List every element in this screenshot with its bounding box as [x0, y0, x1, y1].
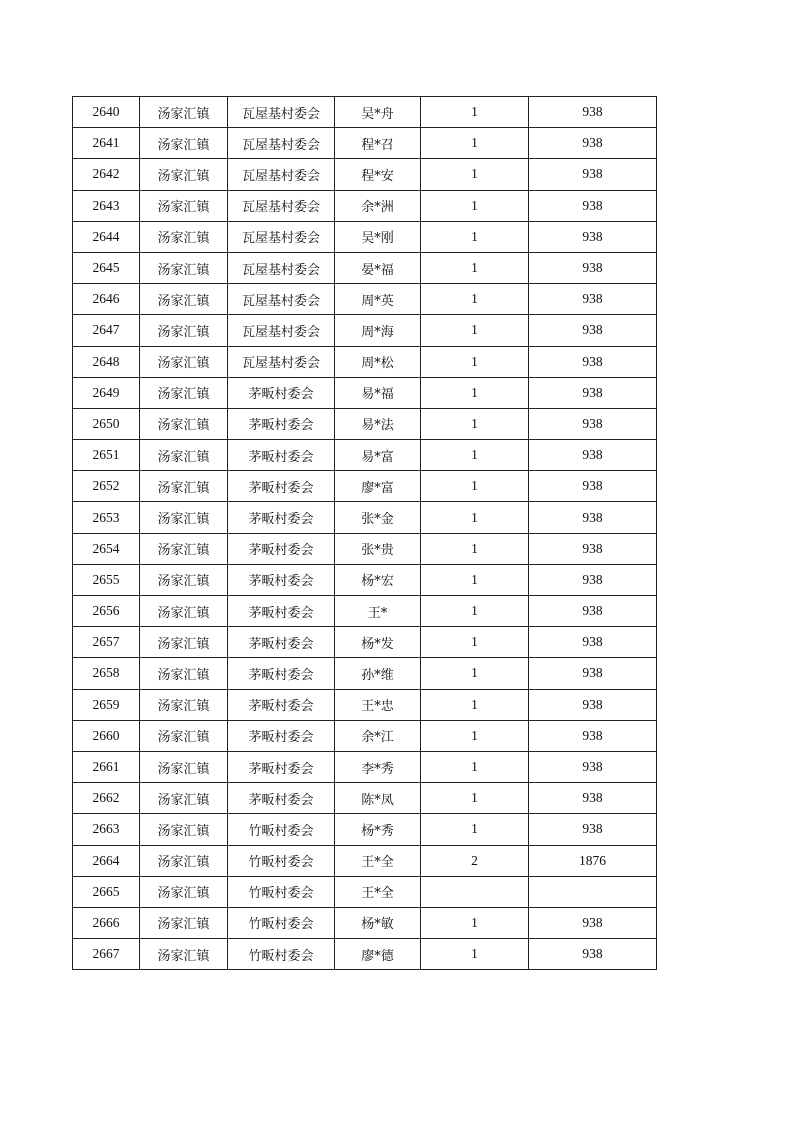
cell-number: 2641	[73, 128, 140, 159]
cell-amount: 938	[529, 939, 657, 970]
cell-name: 余*江	[335, 720, 421, 751]
table-row	[73, 440, 657, 471]
cell-count: 2	[421, 845, 529, 876]
table-row	[73, 533, 657, 564]
cell-amount: 938	[529, 720, 657, 751]
cell-count: 1	[421, 97, 529, 128]
cell-name: 晏*福	[335, 252, 421, 283]
cell-village: 茅畈村委会	[228, 658, 335, 689]
cell-count: 1	[421, 564, 529, 595]
cell-name: 张*金	[335, 502, 421, 533]
cell-number: 2665	[73, 876, 140, 907]
cell-number: 2653	[73, 502, 140, 533]
cell-amount: 938	[529, 471, 657, 502]
cell-name: 杨*秀	[335, 814, 421, 845]
cell-amount: 938	[529, 596, 657, 627]
cell-town: 汤家汇镇	[140, 564, 228, 595]
table-row	[73, 939, 657, 970]
cell-count: 1	[421, 502, 529, 533]
table-row	[73, 252, 657, 283]
table-row	[73, 159, 657, 190]
cell-village: 茅畈村委会	[228, 408, 335, 439]
cell-town: 汤家汇镇	[140, 502, 228, 533]
cell-amount: 938	[529, 751, 657, 782]
cell-town: 汤家汇镇	[140, 159, 228, 190]
cell-name: 廖*富	[335, 471, 421, 502]
cell-name: 吴*刚	[335, 221, 421, 252]
cell-amount: 938	[529, 907, 657, 938]
cell-count	[421, 876, 529, 907]
cell-number: 2649	[73, 377, 140, 408]
cell-name: 易*福	[335, 377, 421, 408]
table-row	[73, 596, 657, 627]
cell-village: 茅畈村委会	[228, 533, 335, 564]
cell-count: 1	[421, 377, 529, 408]
cell-name: 杨*发	[335, 627, 421, 658]
cell-number: 2656	[73, 596, 140, 627]
cell-village: 瓦屋基村委会	[228, 346, 335, 377]
cell-village: 茅畈村委会	[228, 720, 335, 751]
cell-name: 周*松	[335, 346, 421, 377]
cell-village: 瓦屋基村委会	[228, 190, 335, 221]
cell-village: 竹畈村委会	[228, 907, 335, 938]
cell-number: 2644	[73, 221, 140, 252]
cell-town: 汤家汇镇	[140, 252, 228, 283]
cell-number: 2642	[73, 159, 140, 190]
table-row	[73, 346, 657, 377]
cell-count: 1	[421, 252, 529, 283]
cell-count: 1	[421, 284, 529, 315]
cell-count: 1	[421, 440, 529, 471]
cell-village: 茅畈村委会	[228, 377, 335, 408]
cell-name: 周*海	[335, 315, 421, 346]
cell-town: 汤家汇镇	[140, 751, 228, 782]
cell-town: 汤家汇镇	[140, 221, 228, 252]
cell-village: 茅畈村委会	[228, 440, 335, 471]
cell-town: 汤家汇镇	[140, 627, 228, 658]
table-row	[73, 564, 657, 595]
cell-town: 汤家汇镇	[140, 533, 228, 564]
cell-town: 汤家汇镇	[140, 907, 228, 938]
cell-village: 茅畈村委会	[228, 783, 335, 814]
cell-town: 汤家汇镇	[140, 284, 228, 315]
cell-count: 1	[421, 596, 529, 627]
cell-town: 汤家汇镇	[140, 720, 228, 751]
cell-village: 茅畈村委会	[228, 564, 335, 595]
cell-number: 2647	[73, 315, 140, 346]
cell-town: 汤家汇镇	[140, 783, 228, 814]
cell-count: 1	[421, 221, 529, 252]
cell-count: 1	[421, 346, 529, 377]
cell-amount: 938	[529, 252, 657, 283]
cell-name: 杨*敏	[335, 907, 421, 938]
cell-name: 余*洲	[335, 190, 421, 221]
cell-amount: 938	[529, 97, 657, 128]
cell-count: 1	[421, 190, 529, 221]
table-row	[73, 315, 657, 346]
table-row	[73, 845, 657, 876]
cell-amount: 938	[529, 440, 657, 471]
cell-amount: 938	[529, 502, 657, 533]
table-row	[73, 377, 657, 408]
cell-number: 2643	[73, 190, 140, 221]
cell-count: 1	[421, 627, 529, 658]
cell-town: 汤家汇镇	[140, 658, 228, 689]
cell-town: 汤家汇镇	[140, 408, 228, 439]
cell-name: 李*秀	[335, 751, 421, 782]
cell-amount: 938	[529, 377, 657, 408]
cell-number: 2667	[73, 939, 140, 970]
cell-town: 汤家汇镇	[140, 377, 228, 408]
cell-amount: 938	[529, 159, 657, 190]
table-row	[73, 627, 657, 658]
cell-number: 2650	[73, 408, 140, 439]
cell-village: 瓦屋基村委会	[228, 159, 335, 190]
cell-count: 1	[421, 408, 529, 439]
cell-number: 2651	[73, 440, 140, 471]
cell-name: 程*安	[335, 159, 421, 190]
cell-village: 茅畈村委会	[228, 596, 335, 627]
table-row	[73, 876, 657, 907]
cell-amount: 1876	[529, 845, 657, 876]
cell-name: 陈*凤	[335, 783, 421, 814]
table-row	[73, 720, 657, 751]
table-row	[73, 689, 657, 720]
table-row	[73, 783, 657, 814]
cell-village: 竹畈村委会	[228, 939, 335, 970]
table-row	[73, 284, 657, 315]
cell-amount: 938	[529, 315, 657, 346]
cell-count: 1	[421, 751, 529, 782]
cell-amount	[529, 876, 657, 907]
cell-count: 1	[421, 814, 529, 845]
cell-name: 张*贵	[335, 533, 421, 564]
table-row	[73, 907, 657, 938]
table-row	[73, 658, 657, 689]
document-sheet	[72, 96, 656, 970]
cell-number: 2662	[73, 783, 140, 814]
cell-number: 2658	[73, 658, 140, 689]
cell-name: 易*富	[335, 440, 421, 471]
cell-amount: 938	[529, 346, 657, 377]
cell-number: 2655	[73, 564, 140, 595]
cell-village: 茅畈村委会	[228, 502, 335, 533]
cell-town: 汤家汇镇	[140, 689, 228, 720]
cell-count: 1	[421, 720, 529, 751]
cell-number: 2660	[73, 720, 140, 751]
cell-name: 孙*维	[335, 658, 421, 689]
table-row	[73, 814, 657, 845]
cell-town: 汤家汇镇	[140, 346, 228, 377]
cell-town: 汤家汇镇	[140, 814, 228, 845]
cell-name: 杨*宏	[335, 564, 421, 595]
cell-amount: 938	[529, 564, 657, 595]
cell-number: 2640	[73, 97, 140, 128]
cell-amount: 938	[529, 408, 657, 439]
cell-town: 汤家汇镇	[140, 939, 228, 970]
cell-village: 竹畈村委会	[228, 845, 335, 876]
cell-town: 汤家汇镇	[140, 97, 228, 128]
cell-count: 1	[421, 128, 529, 159]
cell-name: 周*英	[335, 284, 421, 315]
cell-name: 吴*舟	[335, 97, 421, 128]
cell-count: 1	[421, 471, 529, 502]
cell-amount: 938	[529, 689, 657, 720]
cell-number: 2645	[73, 252, 140, 283]
cell-name: 王*全	[335, 876, 421, 907]
cell-town: 汤家汇镇	[140, 596, 228, 627]
cell-count: 1	[421, 689, 529, 720]
cell-town: 汤家汇镇	[140, 128, 228, 159]
cell-number: 2666	[73, 907, 140, 938]
cell-name: 廖*德	[335, 939, 421, 970]
cell-town: 汤家汇镇	[140, 471, 228, 502]
cell-town: 汤家汇镇	[140, 315, 228, 346]
cell-village: 茅畈村委会	[228, 689, 335, 720]
data-table	[72, 96, 657, 970]
cell-amount: 938	[529, 814, 657, 845]
cell-number: 2659	[73, 689, 140, 720]
cell-count: 1	[421, 315, 529, 346]
cell-name: 程*召	[335, 128, 421, 159]
cell-amount: 938	[529, 128, 657, 159]
table-row	[73, 97, 657, 128]
cell-count: 1	[421, 533, 529, 564]
cell-village: 瓦屋基村委会	[228, 221, 335, 252]
cell-village: 瓦屋基村委会	[228, 284, 335, 315]
cell-name: 王*全	[335, 845, 421, 876]
cell-number: 2657	[73, 627, 140, 658]
cell-count: 1	[421, 939, 529, 970]
cell-town: 汤家汇镇	[140, 440, 228, 471]
cell-town: 汤家汇镇	[140, 845, 228, 876]
table-row	[73, 502, 657, 533]
table-row	[73, 128, 657, 159]
cell-village: 茅畈村委会	[228, 627, 335, 658]
cell-village: 茅畈村委会	[228, 471, 335, 502]
cell-village: 竹畈村委会	[228, 814, 335, 845]
table-row	[73, 190, 657, 221]
cell-village: 瓦屋基村委会	[228, 128, 335, 159]
cell-count: 1	[421, 783, 529, 814]
cell-number: 2663	[73, 814, 140, 845]
cell-number: 2664	[73, 845, 140, 876]
cell-name: 易*法	[335, 408, 421, 439]
cell-amount: 938	[529, 658, 657, 689]
cell-count: 1	[421, 159, 529, 190]
cell-count: 1	[421, 658, 529, 689]
cell-count: 1	[421, 907, 529, 938]
cell-number: 2652	[73, 471, 140, 502]
cell-number: 2661	[73, 751, 140, 782]
table-body	[73, 97, 657, 970]
cell-number: 2648	[73, 346, 140, 377]
cell-number: 2654	[73, 533, 140, 564]
cell-village: 瓦屋基村委会	[228, 252, 335, 283]
cell-amount: 938	[529, 627, 657, 658]
cell-town: 汤家汇镇	[140, 876, 228, 907]
cell-amount: 938	[529, 190, 657, 221]
cell-amount: 938	[529, 783, 657, 814]
cell-name: 王*忠	[335, 689, 421, 720]
cell-amount: 938	[529, 284, 657, 315]
cell-village: 茅畈村委会	[228, 751, 335, 782]
table-row	[73, 751, 657, 782]
table-row	[73, 408, 657, 439]
cell-amount: 938	[529, 221, 657, 252]
table-row	[73, 221, 657, 252]
cell-village: 瓦屋基村委会	[228, 97, 335, 128]
cell-village: 瓦屋基村委会	[228, 315, 335, 346]
cell-amount: 938	[529, 533, 657, 564]
cell-name: 王*	[335, 596, 421, 627]
cell-town: 汤家汇镇	[140, 190, 228, 221]
cell-number: 2646	[73, 284, 140, 315]
table-row	[73, 471, 657, 502]
cell-village: 竹畈村委会	[228, 876, 335, 907]
